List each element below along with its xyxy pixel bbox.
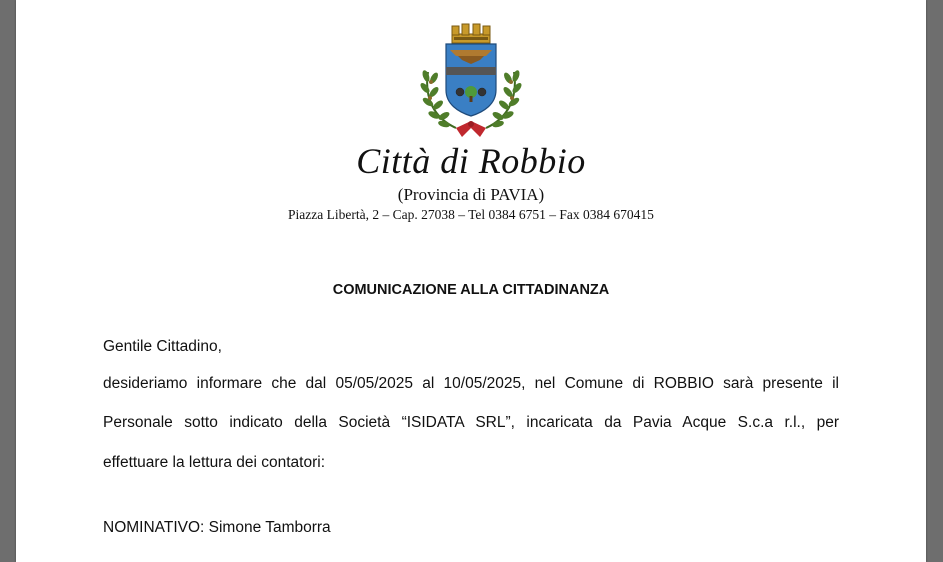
town-name: Città di Robbio [356, 141, 586, 181]
province-line: (Provincia di PAVIA) [397, 185, 545, 204]
address-line: Piazza Libertà, 2 – Cap. 27038 – Tel 0384 6751 – Fax 0384 670415 [288, 207, 654, 222]
document-page [16, 0, 926, 562]
crown-icon [452, 24, 490, 43]
body-line-3: effettuare la lettura dei contatori: [103, 454, 326, 471]
viewer-background-left [0, 0, 16, 562]
nominativo-line: NOMINATIVO: Simone Tamborra [103, 519, 331, 536]
viewer-background-right [926, 0, 943, 562]
body-line-1: desideriamo informare che dal 05/05/2025 al 10/05/2025, nel Comune di ROBBIO sarà presente il [103, 375, 839, 392]
shield-icon [446, 44, 496, 116]
ribbon-icon [456, 121, 486, 137]
body-line-2: Personale sotto indicato della Società “ISIDATA SRL”, incaricata da Pavia Acque S.c.a r.l., per [103, 414, 839, 431]
coat-of-arms-icon [410, 20, 532, 140]
greeting: Gentile Cittadino, [103, 338, 222, 355]
notice-title: COMUNICAZIONE ALLA CITTADINANZA [332, 282, 610, 298]
